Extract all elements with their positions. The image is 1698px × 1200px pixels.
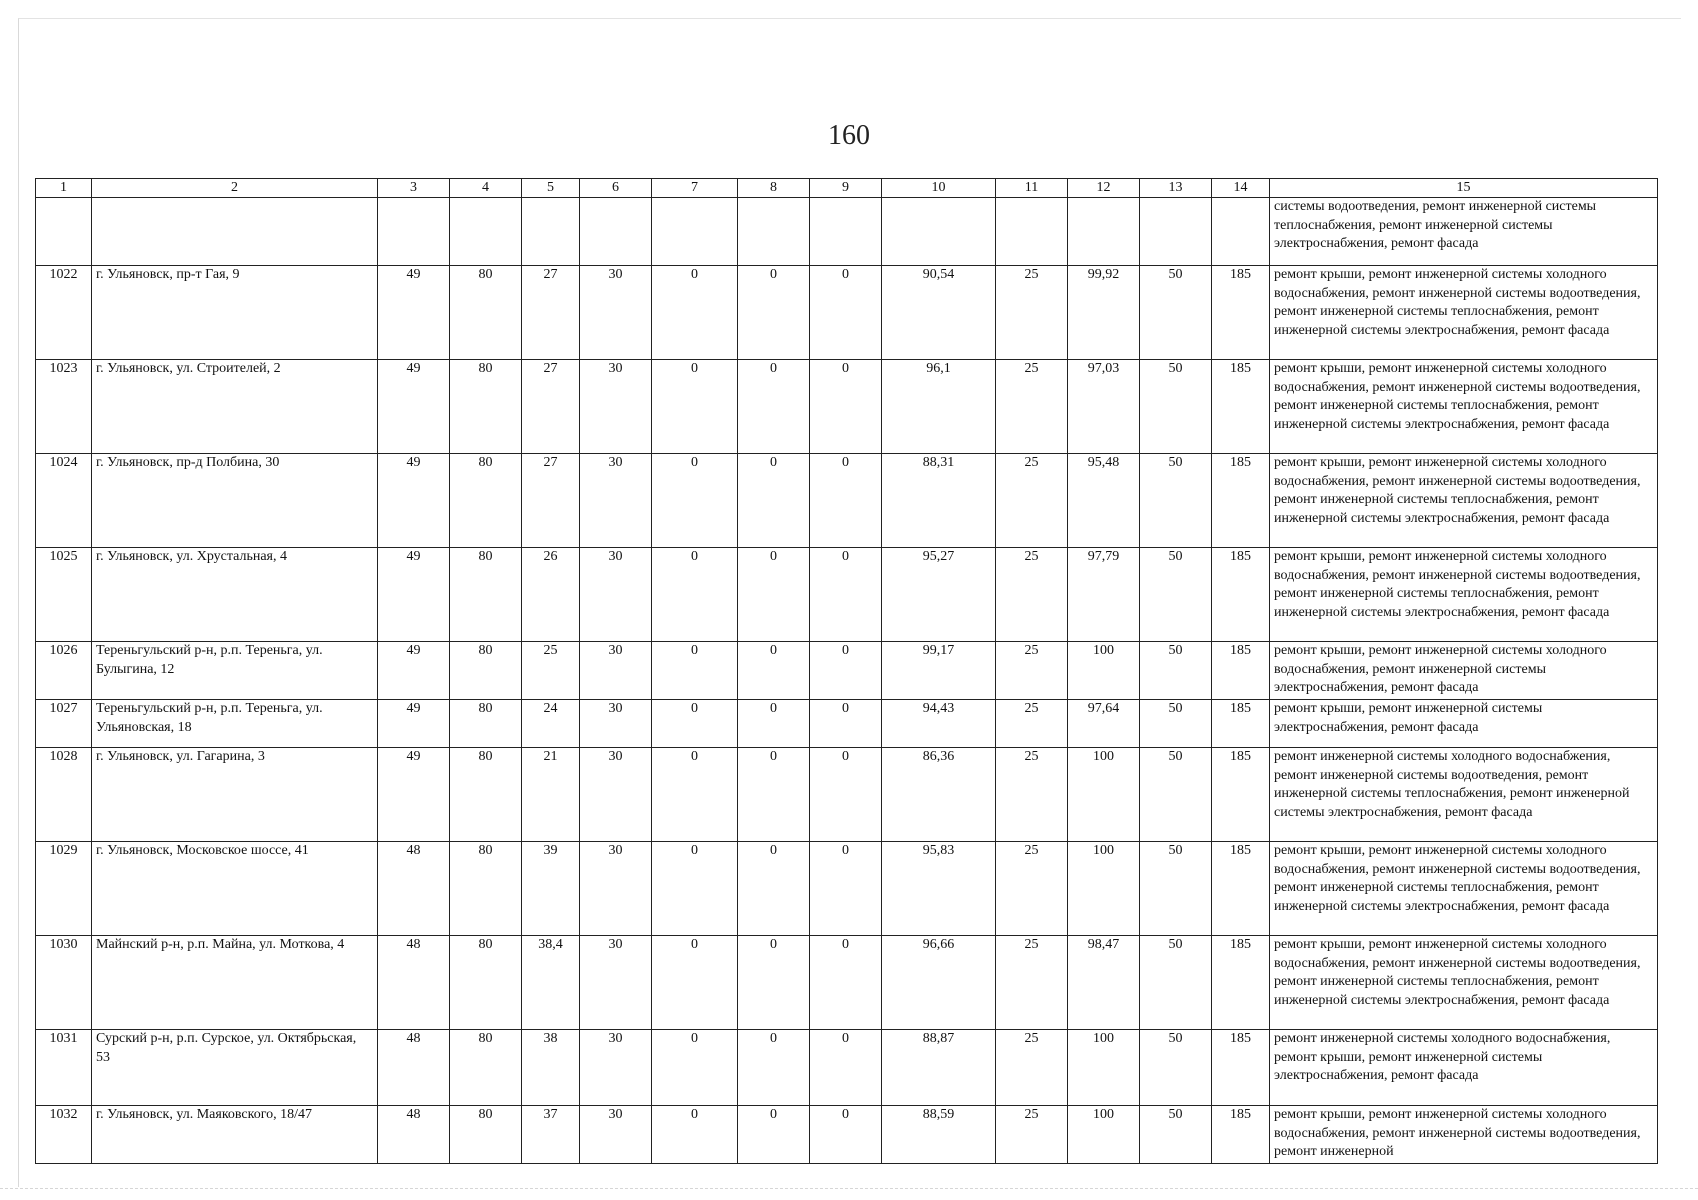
value-cell: 25: [996, 1106, 1068, 1164]
value-cell: 97,03: [1068, 360, 1140, 454]
value-cell: 30: [580, 936, 652, 1030]
works-cell: системы водоотведения, ремонт инженерной системы теплоснабжения, ремонт инженерной системы электроснабжения, ремонт фасада: [1270, 198, 1658, 266]
value-cell: 0: [652, 936, 738, 1030]
col-header: 9: [810, 179, 882, 198]
value-cell: 0: [810, 1030, 882, 1106]
table-cell: [738, 198, 810, 266]
value-cell: 0: [810, 360, 882, 454]
value-cell: 39: [522, 842, 580, 936]
works-cell: ремонт крыши, ремонт инженерной системы электроснабжения, ремонт фасада: [1270, 700, 1658, 748]
table-cell: [1212, 198, 1270, 266]
value-cell: 96,66: [882, 936, 996, 1030]
value-cell: 25: [996, 1030, 1068, 1106]
value-cell: 185: [1212, 700, 1270, 748]
value-cell: 49: [378, 360, 450, 454]
value-cell: 30: [580, 1030, 652, 1106]
value-cell: 49: [378, 454, 450, 548]
value-cell: 0: [810, 266, 882, 360]
address-cell: г. Ульяновск, ул. Гагарина, 3: [92, 748, 378, 842]
value-cell: 30: [580, 700, 652, 748]
table-cell: [450, 198, 522, 266]
value-cell: 50: [1140, 1106, 1212, 1164]
table-cell: [1068, 198, 1140, 266]
value-cell: 100: [1068, 748, 1140, 842]
row-id-cell: 1023: [36, 360, 92, 454]
value-cell: 99,92: [1068, 266, 1140, 360]
value-cell: 0: [652, 548, 738, 642]
table-cell: [378, 198, 450, 266]
value-cell: 0: [652, 360, 738, 454]
table-row: [36, 1030, 1658, 1106]
col-header: 2: [92, 179, 378, 198]
value-cell: 50: [1140, 454, 1212, 548]
row-id-cell: 1024: [36, 454, 92, 548]
table-row: [36, 454, 1658, 548]
table-row: [36, 548, 1658, 642]
col-header: 10: [882, 179, 996, 198]
value-cell: 50: [1140, 748, 1212, 842]
value-cell: 80: [450, 1030, 522, 1106]
value-cell: 185: [1212, 266, 1270, 360]
value-cell: 95,83: [882, 842, 996, 936]
value-cell: 21: [522, 748, 580, 842]
row-id-cell: 1022: [36, 266, 92, 360]
value-cell: 27: [522, 454, 580, 548]
value-cell: 0: [738, 1106, 810, 1164]
value-cell: 30: [580, 548, 652, 642]
value-cell: 25: [996, 748, 1068, 842]
address-cell: г. Ульяновск, пр-д Полбина, 30: [92, 454, 378, 548]
table-row: [36, 936, 1658, 1030]
value-cell: 0: [810, 642, 882, 700]
table-row: [36, 360, 1658, 454]
value-cell: 30: [580, 1106, 652, 1164]
value-cell: 49: [378, 748, 450, 842]
table-row: [36, 1106, 1658, 1164]
value-cell: 50: [1140, 360, 1212, 454]
row-id-cell: 1029: [36, 842, 92, 936]
value-cell: 88,87: [882, 1030, 996, 1106]
table-cell: [652, 198, 738, 266]
value-cell: 0: [738, 454, 810, 548]
col-header: 1: [36, 179, 92, 198]
value-cell: 0: [738, 842, 810, 936]
value-cell: 97,64: [1068, 700, 1140, 748]
works-cell: ремонт крыши, ремонт инженерной системы холодного водоснабжения, ремонт инженерной системы водоотведения, ремонт инженерной: [1270, 1106, 1658, 1164]
value-cell: 30: [580, 266, 652, 360]
column-number-row: [36, 179, 1658, 198]
value-cell: 25: [996, 454, 1068, 548]
address-cell: Тереньгульский р-н, р.п. Тереньга, ул. Булыгина, 12: [92, 642, 378, 700]
value-cell: 48: [378, 842, 450, 936]
col-header: 4: [450, 179, 522, 198]
value-cell: 0: [738, 548, 810, 642]
value-cell: 26: [522, 548, 580, 642]
col-header: 3: [378, 179, 450, 198]
value-cell: 80: [450, 700, 522, 748]
value-cell: 38: [522, 1030, 580, 1106]
value-cell: 0: [652, 700, 738, 748]
value-cell: 0: [738, 360, 810, 454]
value-cell: 80: [450, 642, 522, 700]
page-number: 160: [828, 120, 870, 151]
value-cell: 86,36: [882, 748, 996, 842]
value-cell: 185: [1212, 842, 1270, 936]
value-cell: 48: [378, 1106, 450, 1164]
value-cell: 185: [1212, 548, 1270, 642]
value-cell: 25: [996, 266, 1068, 360]
value-cell: 80: [450, 548, 522, 642]
col-header: 15: [1270, 179, 1658, 198]
value-cell: 49: [378, 266, 450, 360]
row-id-cell: 1025: [36, 548, 92, 642]
works-cell: ремонт крыши, ремонт инженерной системы холодного водоснабжения, ремонт инженерной системы электроснабжения, ремонт фасада: [1270, 642, 1658, 700]
address-cell: Тереньгульский р-н, р.п. Тереньга, ул. Ульяновская, 18: [92, 700, 378, 748]
value-cell: 25: [996, 936, 1068, 1030]
row-id-cell: 1028: [36, 748, 92, 842]
value-cell: 95,27: [882, 548, 996, 642]
works-cell: ремонт крыши, ремонт инженерной системы холодного водоснабжения, ремонт инженерной системы водоотведения, ремонт инженерной системы теплоснабжения, ремонт инженерной системы электроснабжения, ремонт фасада: [1270, 360, 1658, 454]
value-cell: 25: [996, 642, 1068, 700]
works-cell: ремонт крыши, ремонт инженерной системы холодного водоснабжения, ремонт инженерной системы водоотведения, ремонт инженерной системы теплоснабжения, ремонт инженерной системы электроснабжения, ремонт фасада: [1270, 266, 1658, 360]
value-cell: 50: [1140, 1030, 1212, 1106]
value-cell: 50: [1140, 700, 1212, 748]
value-cell: 25: [522, 642, 580, 700]
value-cell: 30: [580, 748, 652, 842]
value-cell: 25: [996, 360, 1068, 454]
value-cell: 50: [1140, 642, 1212, 700]
value-cell: 50: [1140, 548, 1212, 642]
value-cell: 100: [1068, 1030, 1140, 1106]
works-cell: ремонт крыши, ремонт инженерной системы холодного водоснабжения, ремонт инженерной системы водоотведения, ремонт инженерной системы теплоснабжения, ремонт инженерной системы электроснабжения, ремонт фасада: [1270, 454, 1658, 548]
value-cell: 90,54: [882, 266, 996, 360]
col-header: 8: [738, 179, 810, 198]
value-cell: 48: [378, 936, 450, 1030]
value-cell: 30: [580, 454, 652, 548]
value-cell: 0: [652, 1106, 738, 1164]
works-cell: ремонт инженерной системы холодного водоснабжения, ремонт инженерной системы водоотведения, ремонт инженерной системы теплоснабжения, ремонт инженерной системы электроснабжения, ремонт фасада: [1270, 748, 1658, 842]
address-cell: Майнский р-н, р.п. Майна, ул. Моткова, 4: [92, 936, 378, 1030]
value-cell: 185: [1212, 748, 1270, 842]
value-cell: 27: [522, 266, 580, 360]
row-id-cell: 1026: [36, 642, 92, 700]
row-id-cell: 1031: [36, 1030, 92, 1106]
value-cell: 185: [1212, 454, 1270, 548]
value-cell: 37: [522, 1106, 580, 1164]
value-cell: 100: [1068, 842, 1140, 936]
table-row: [36, 266, 1658, 360]
works-cell: ремонт крыши, ремонт инженерной системы холодного водоснабжения, ремонт инженерной системы водоотведения, ремонт инженерной системы теплоснабжения, ремонт инженерной системы электроснабжения, ремонт фасада: [1270, 936, 1658, 1030]
value-cell: 0: [810, 842, 882, 936]
value-cell: 0: [652, 266, 738, 360]
value-cell: 30: [580, 642, 652, 700]
col-header: 6: [580, 179, 652, 198]
value-cell: 80: [450, 1106, 522, 1164]
table-cell: [580, 198, 652, 266]
value-cell: 185: [1212, 1106, 1270, 1164]
value-cell: 0: [810, 1106, 882, 1164]
value-cell: 0: [652, 748, 738, 842]
value-cell: 30: [580, 360, 652, 454]
value-cell: 0: [738, 642, 810, 700]
value-cell: 100: [1068, 1106, 1140, 1164]
continuation-row: [36, 198, 1658, 266]
value-cell: 27: [522, 360, 580, 454]
address-cell: г. Ульяновск, ул. Маяковского, 18/47: [92, 1106, 378, 1164]
works-cell: ремонт крыши, ремонт инженерной системы холодного водоснабжения, ремонт инженерной системы водоотведения, ремонт инженерной системы теплоснабжения, ремонт инженерной системы электроснабжения, ремонт фасада: [1270, 842, 1658, 936]
table-row: [36, 642, 1658, 700]
value-cell: 0: [810, 700, 882, 748]
address-cell: г. Ульяновск, пр-т Гая, 9: [92, 266, 378, 360]
value-cell: 80: [450, 360, 522, 454]
row-id-cell: 1032: [36, 1106, 92, 1164]
value-cell: 0: [738, 700, 810, 748]
row-id-cell: 1027: [36, 700, 92, 748]
col-header: 12: [1068, 179, 1140, 198]
value-cell: 185: [1212, 936, 1270, 1030]
value-cell: 80: [450, 748, 522, 842]
value-cell: 0: [738, 936, 810, 1030]
value-cell: 25: [996, 842, 1068, 936]
value-cell: 98,47: [1068, 936, 1140, 1030]
value-cell: 80: [450, 936, 522, 1030]
table-cell: [36, 198, 92, 266]
value-cell: 0: [810, 454, 882, 548]
value-cell: 80: [450, 842, 522, 936]
value-cell: 50: [1140, 842, 1212, 936]
value-cell: 49: [378, 548, 450, 642]
table-cell: [522, 198, 580, 266]
value-cell: 0: [652, 1030, 738, 1106]
col-header: 5: [522, 179, 580, 198]
table-cell: [810, 198, 882, 266]
value-cell: 49: [378, 642, 450, 700]
address-cell: г. Ульяновск, Московское шоссе, 41: [92, 842, 378, 936]
value-cell: 0: [738, 1030, 810, 1106]
table-row: [36, 842, 1658, 936]
col-header: 7: [652, 179, 738, 198]
value-cell: 50: [1140, 266, 1212, 360]
col-header: 13: [1140, 179, 1212, 198]
value-cell: 0: [652, 842, 738, 936]
value-cell: 96,1: [882, 360, 996, 454]
value-cell: 185: [1212, 642, 1270, 700]
value-cell: 185: [1212, 1030, 1270, 1106]
value-cell: 0: [810, 936, 882, 1030]
works-cell: ремонт крыши, ремонт инженерной системы холодного водоснабжения, ремонт инженерной системы водоотведения, ремонт инженерной системы теплоснабжения, ремонт инженерной системы электроснабжения, ремонт фасада: [1270, 548, 1658, 642]
value-cell: 38,4: [522, 936, 580, 1030]
table-cell: [92, 198, 378, 266]
value-cell: 0: [652, 642, 738, 700]
scan-edge: [0, 1188, 1698, 1189]
value-cell: 25: [996, 700, 1068, 748]
repair-registry-table: [35, 178, 1658, 1164]
value-cell: 25: [996, 548, 1068, 642]
value-cell: 100: [1068, 642, 1140, 700]
value-cell: 80: [450, 454, 522, 548]
works-cell: ремонт инженерной системы холодного водоснабжения, ремонт крыши, ремонт инженерной системы электроснабжения, ремонт фасада: [1270, 1030, 1658, 1106]
value-cell: 88,31: [882, 454, 996, 548]
table-row: [36, 748, 1658, 842]
value-cell: 49: [378, 700, 450, 748]
value-cell: 95,48: [1068, 454, 1140, 548]
value-cell: 0: [738, 748, 810, 842]
col-header: 11: [996, 179, 1068, 198]
value-cell: 30: [580, 842, 652, 936]
row-id-cell: 1030: [36, 936, 92, 1030]
value-cell: 0: [810, 548, 882, 642]
value-cell: 48: [378, 1030, 450, 1106]
value-cell: 24: [522, 700, 580, 748]
address-cell: г. Ульяновск, ул. Хрустальная, 4: [92, 548, 378, 642]
col-header: 14: [1212, 179, 1270, 198]
value-cell: 99,17: [882, 642, 996, 700]
value-cell: 97,79: [1068, 548, 1140, 642]
value-cell: 80: [450, 266, 522, 360]
address-cell: Сурский р-н, р.п. Сурское, ул. Октябрьская, 53: [92, 1030, 378, 1106]
value-cell: 0: [652, 454, 738, 548]
value-cell: 94,43: [882, 700, 996, 748]
value-cell: 185: [1212, 360, 1270, 454]
table-cell: [1140, 198, 1212, 266]
table-row: [36, 700, 1658, 748]
table-cell: [882, 198, 996, 266]
address-cell: г. Ульяновск, ул. Строителей, 2: [92, 360, 378, 454]
table-cell: [996, 198, 1068, 266]
value-cell: 0: [810, 748, 882, 842]
value-cell: 88,59: [882, 1106, 996, 1164]
value-cell: 50: [1140, 936, 1212, 1030]
value-cell: 0: [738, 266, 810, 360]
